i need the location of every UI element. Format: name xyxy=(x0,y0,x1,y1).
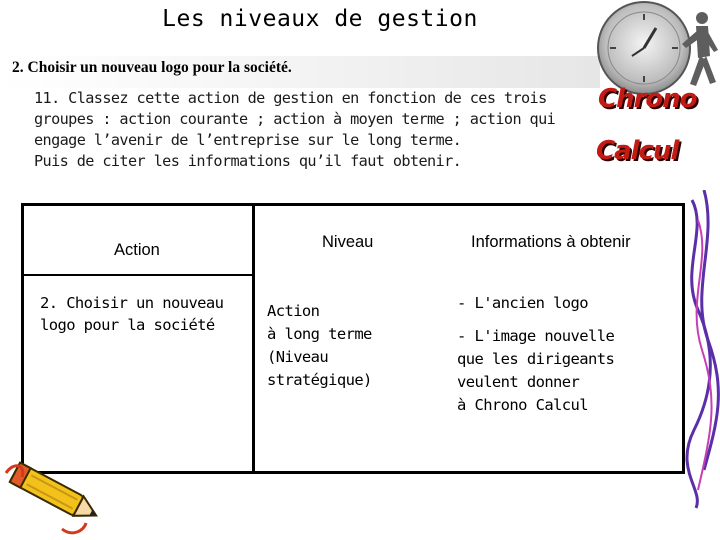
table-column-divider xyxy=(252,206,255,471)
cell-action-line: logo pour la société xyxy=(40,316,215,334)
subtitle-banner xyxy=(0,56,600,88)
cell-niveau-line: à long terme xyxy=(267,325,372,343)
header-informations: Informations à obtenir xyxy=(471,233,631,251)
cell-action xyxy=(40,292,250,336)
cell-action-line: 2. Choisir un nouveau xyxy=(40,294,224,312)
header-niveau: Niveau xyxy=(322,233,374,251)
subtitle-text: 2. Choisir un nouveau logo pour la société. xyxy=(12,59,292,76)
chrono-calcul-logo xyxy=(592,0,720,180)
cell-niveau-line: stratégique) xyxy=(267,371,372,389)
info-item xyxy=(457,325,677,417)
question-block xyxy=(34,88,604,172)
cell-niveau xyxy=(267,300,427,392)
question-line: groupes : action courante ; action à moyen terme ; action qui xyxy=(34,110,556,128)
cell-niveau-line: (Niveau xyxy=(267,348,329,366)
question-line: Puis de citer les informations qu’il faut obtenir. xyxy=(34,152,462,170)
logo-word-chrono: Chrono xyxy=(598,84,697,114)
info-item-line: que les dirigeants xyxy=(457,350,615,368)
info-item-line: à Chrono Calcul xyxy=(457,396,588,414)
side-decoration xyxy=(684,190,720,510)
info-item-line: veulent donner xyxy=(457,373,580,391)
info-item: - L'ancien logo xyxy=(457,294,588,312)
pencil-icon xyxy=(0,455,110,540)
cell-niveau-line: Action xyxy=(267,302,320,320)
cell-informations xyxy=(457,292,677,427)
logo-word-calcul: Calcul xyxy=(596,136,679,166)
info-item-line: - L'image nouvelle xyxy=(457,327,615,345)
header-action: Action xyxy=(114,241,160,259)
page-title: Les niveaux de gestion xyxy=(162,6,478,32)
gestion-table xyxy=(21,203,685,474)
question-line: 11. Classez cette action de gestion en fonction de ces trois xyxy=(34,89,547,107)
table-row-divider xyxy=(24,274,252,276)
question-line: engage l’avenir de l’entreprise sur le long terme. xyxy=(34,131,462,149)
